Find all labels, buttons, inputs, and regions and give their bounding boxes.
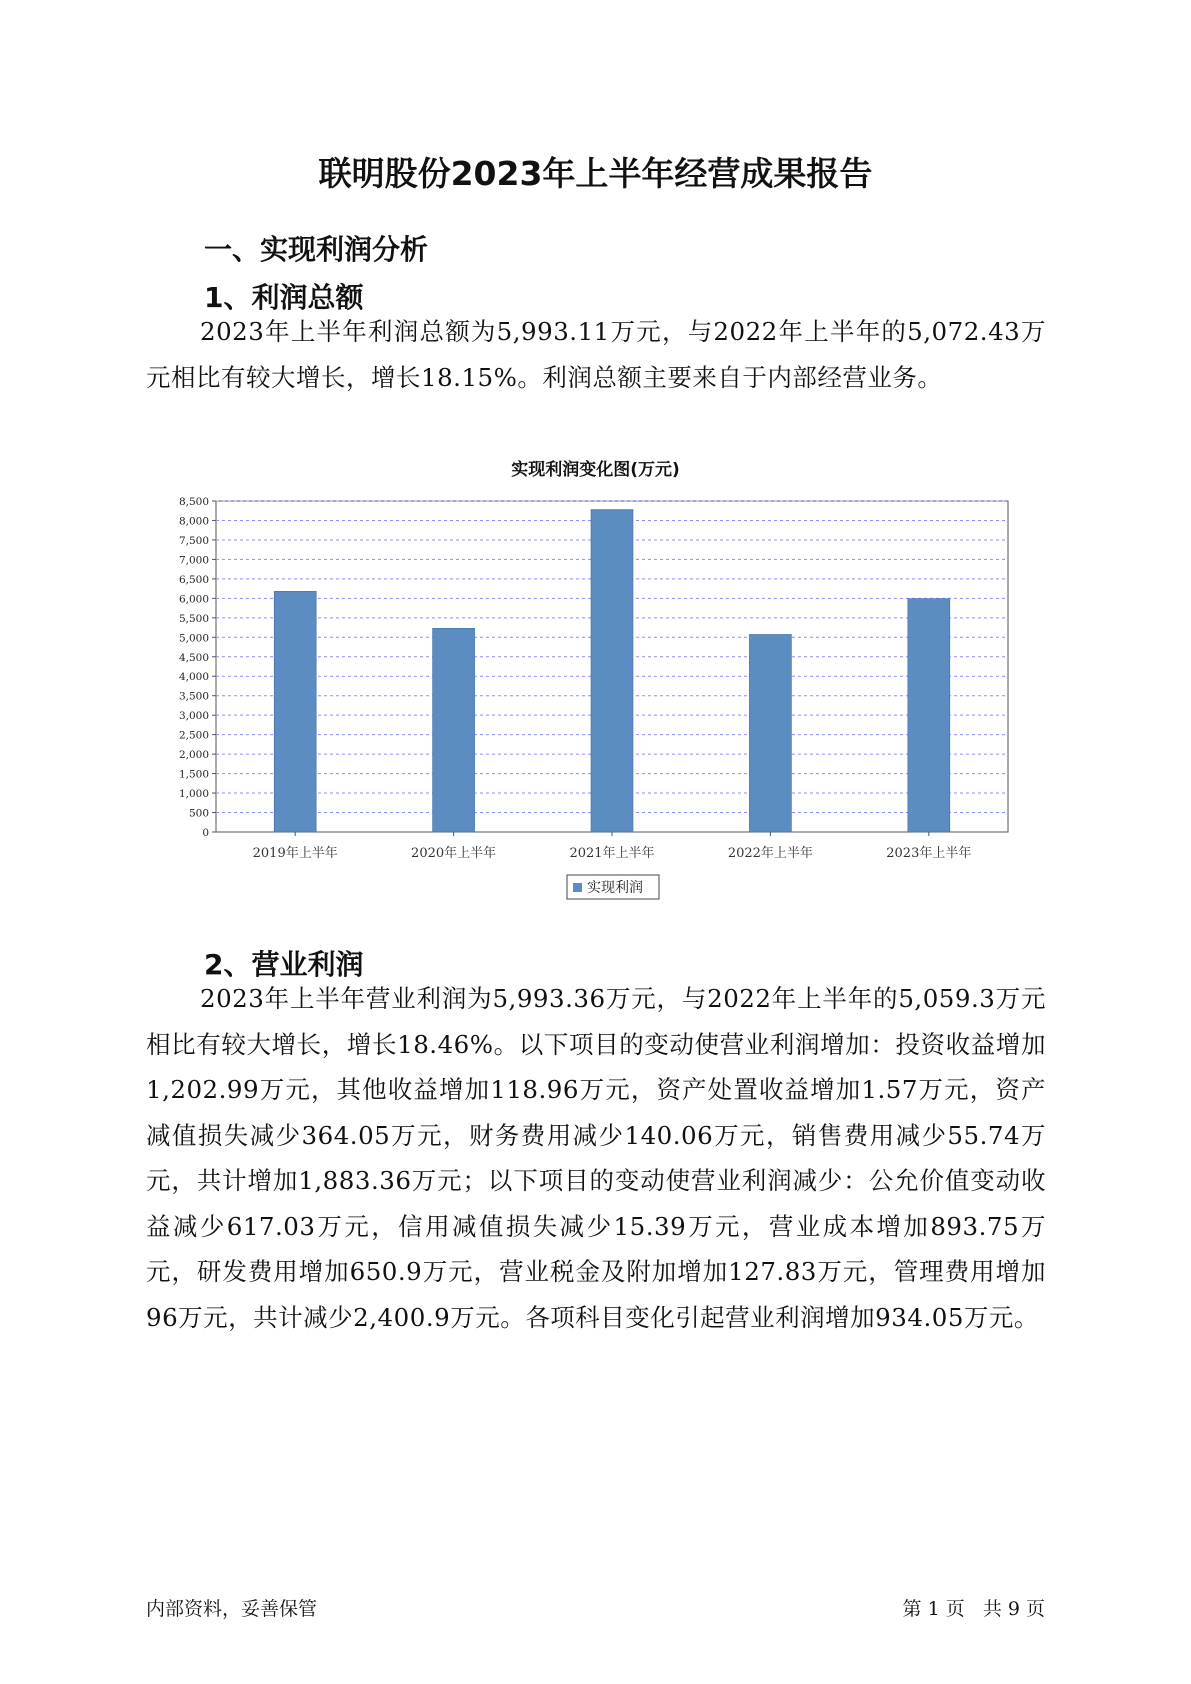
subsection-heading-operating-profit: 2、营业利润 <box>204 948 364 981</box>
section-heading-profit-analysis: 一、实现利润分析 <box>204 233 429 266</box>
y-tick-label: 7,500 <box>178 534 209 547</box>
y-tick-label: 3,000 <box>178 710 209 723</box>
y-tick-label: 1,000 <box>178 788 209 801</box>
legend-swatch <box>573 883 582 892</box>
chart-title: 实现利润变化图(万元) <box>511 460 680 480</box>
report-title: 联明股份2023年上半年经营成果报告 <box>318 154 873 193</box>
x-tick-label: 2021年上半年 <box>569 846 655 861</box>
operating-profit-paragraph: 2023年上半年营业利润为5,993.36万元，与2022年上半年的5,059.3万元相比有较大增长，增长18.46%。以下项目的变动使营业利润增加：投资收益增加1,202.99万元，其他收益增加118.96万元，资产处置收益增加1.57万元，资产减值损失减少364.05万元，财务费用减少140.06万元，销售费用减少55.74万元，共计增加1,883.36万元；以下项目的变动使营业利润减少：公允价值变动收益减少617.03万元，信用减值损失减少15.39万元，营业成本增加893.75万元，研发费用增加650.9万元，营业税金及附加增加127.83万元，管理费用增加96万元，共计减少2,400.9万元。各项科目变化引起营业利润增加934.05万元。 <box>146 984 1046 1332</box>
y-tick-label: 5,500 <box>178 612 209 625</box>
y-tick-label: 6,000 <box>178 593 209 606</box>
x-tick-label: 2022年上半年 <box>727 846 813 861</box>
total-profit-paragraph: 2023年上半年利润总额为5,993.11万元，与2022年上半年的5,072.43万元相比有较大增长，增长18.15%。利润总额主要来自于内部经营业务。 <box>146 317 1046 392</box>
y-tick-label: 0 <box>202 827 209 839</box>
subsection-heading-total-profit: 1、利润总额 <box>204 281 364 314</box>
footer-confidential-note: 内部资料，妥善保管 <box>146 1598 318 1620</box>
x-tick-label: 2020年上半年 <box>411 846 497 861</box>
x-tick-label: 2019年上半年 <box>252 846 338 861</box>
legend-label: 实现利润 <box>587 880 643 896</box>
profit-bar-chart <box>160 488 1030 918</box>
y-tick-label: 3,500 <box>178 690 209 703</box>
y-tick-label: 2,000 <box>178 749 209 762</box>
y-tick-label: 4,000 <box>178 671 209 684</box>
footer-page-number: 第 1 页 共 9 页 <box>902 1598 1045 1620</box>
y-tick-label: 2,500 <box>178 729 209 742</box>
bar-2 <box>433 628 475 832</box>
y-tick-label: 6,500 <box>178 573 209 586</box>
x-tick-label: 2023年上半年 <box>886 846 972 861</box>
y-tick-label: 4,500 <box>178 651 209 664</box>
bar-3 <box>591 510 633 832</box>
bar-1 <box>274 591 316 832</box>
y-tick-label: 500 <box>188 807 209 820</box>
bar-5 <box>908 599 950 832</box>
y-tick-label: 1,500 <box>178 768 209 781</box>
y-tick-label: 5,000 <box>178 632 209 645</box>
bar-4 <box>749 634 791 832</box>
y-tick-label: 7,000 <box>178 554 209 567</box>
y-tick-label: 8,000 <box>178 515 209 528</box>
y-tick-label: 8,500 <box>178 496 209 508</box>
